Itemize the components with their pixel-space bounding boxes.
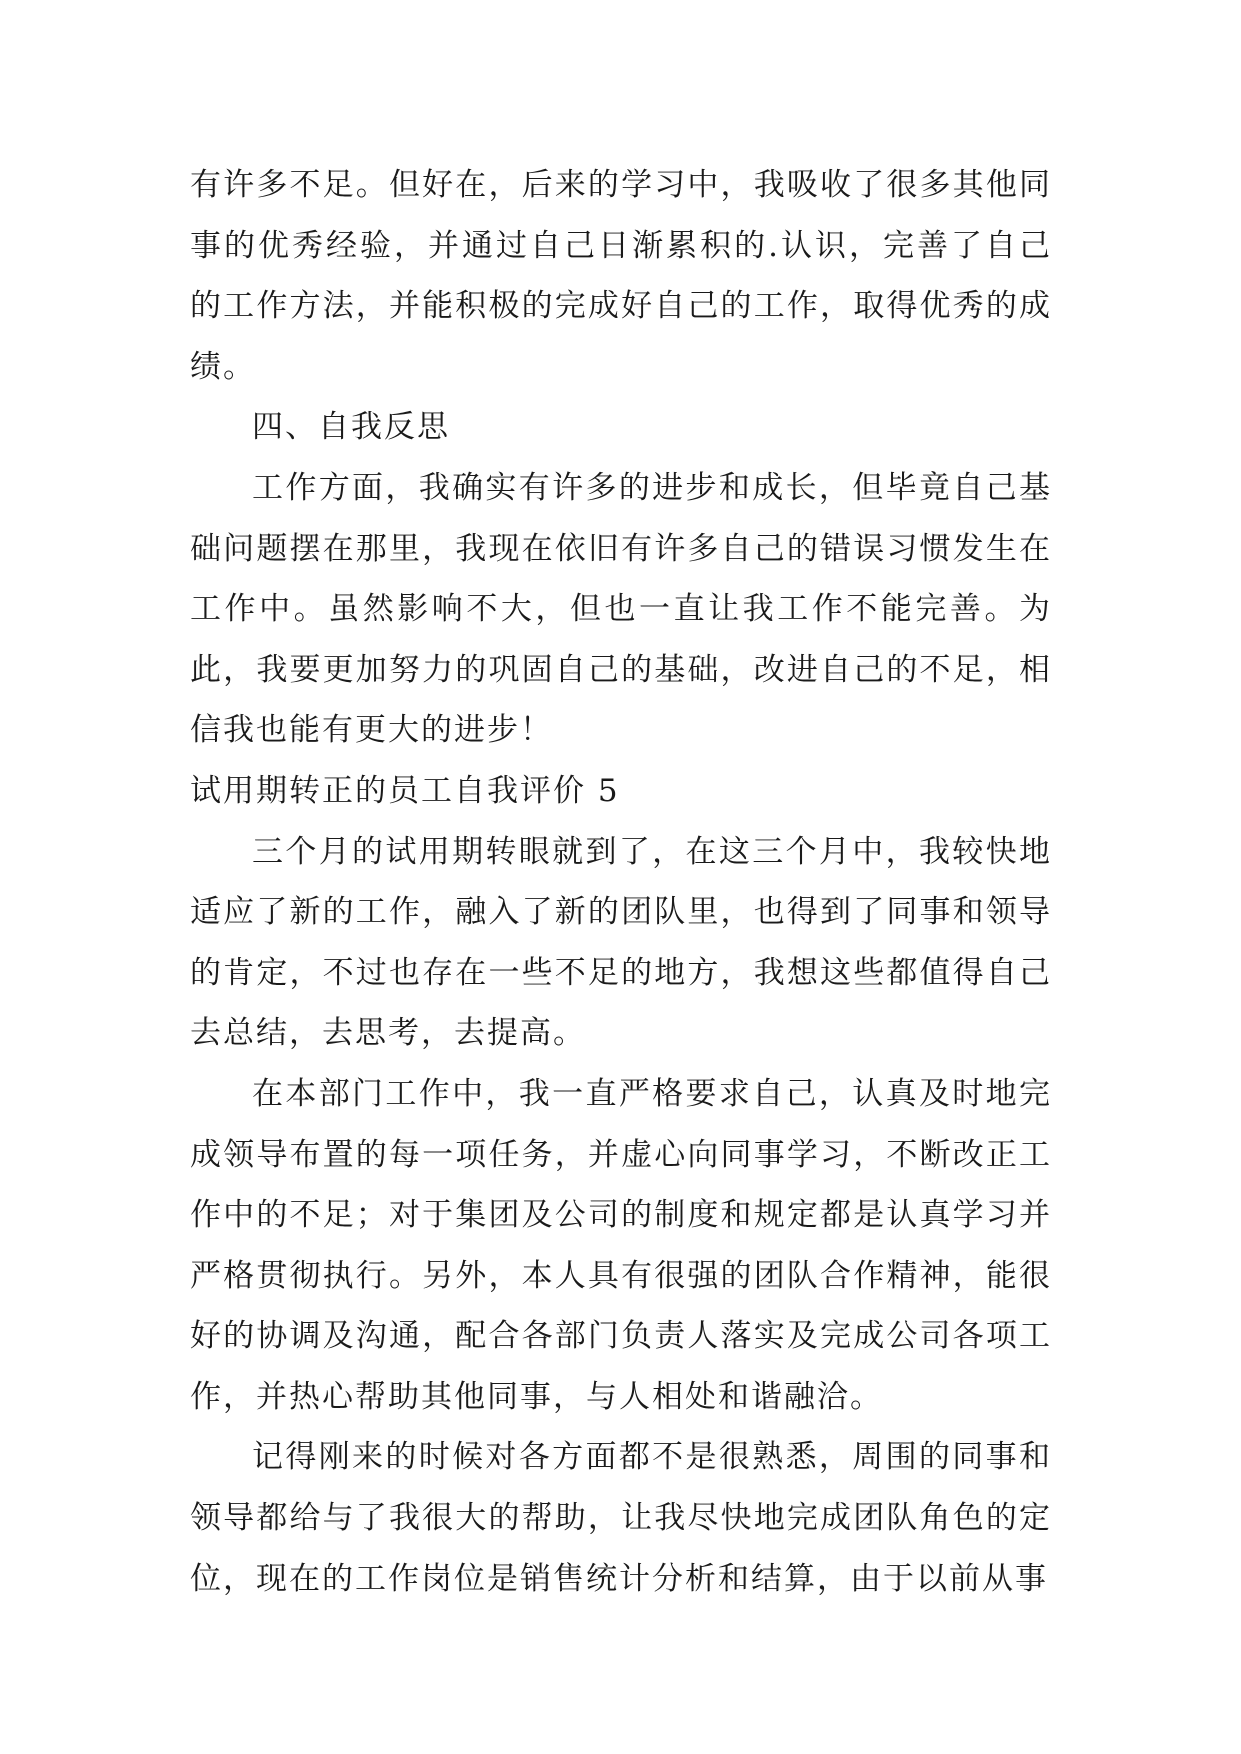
paragraph-early-days: 记得刚来的时候对各方面都不是很熟悉，周围的同事和领导都给与了我很大的帮助，让我尽快地完成团队角色的定位，现在的工作岗位是销售统计分析和结算，由于以前从事 [190, 1439, 1052, 1597]
paragraph-department-work: 在本部门工作中，我一直严格要求自己，认真及时地完成领导布置的每一项任务，并虚心向同事学习，不断改正工作中的不足；对于集团及公司的制度和规定都是认真学习并严格贯彻执行。另外，本人具有很强的团队合作精神，能很好的协调及沟通，配合各部门负责人落实及完成公司各项工作，并热心帮助其他同事，与人相处和谐融洽。 [190, 1075, 1052, 1415]
section-title-evaluation-5: 试用期转正的员工自我评价 5 [190, 772, 620, 809]
document-body [190, 155, 1052, 1609]
paragraph-probation-summary: 三个月的试用期转眼就到了，在这三个月中，我较快地适应了新的工作，融入了新的团队里，也得到了同事和领导的肯定，不过也存在一些不足的地方，我想这些都值得自己去总结，去思考，去提高。 [190, 833, 1052, 1052]
section-heading-self-reflection: 四、自我反思 [252, 409, 450, 446]
paragraph-continued: 有许多不足。但好在，后来的学习中，我吸收了很多其他同事的优秀经验，并通过自己日渐累积的.认识，完善了自己的工作方法，并能积极的完成好自己的工作，取得优秀的成绩。 [190, 167, 1052, 385]
paragraph-work-aspect: 工作方面，我确实有许多的进步和成长，但毕竟自己基础问题摆在那里，我现在依旧有许多自己的错误习惯发生在工作中。虽然影响不大，但也一直让我工作不能完善。为此，我要更加努力的巩固自己的基础，改进自己的不足，相信我也能有更大的进步！ [190, 469, 1052, 749]
